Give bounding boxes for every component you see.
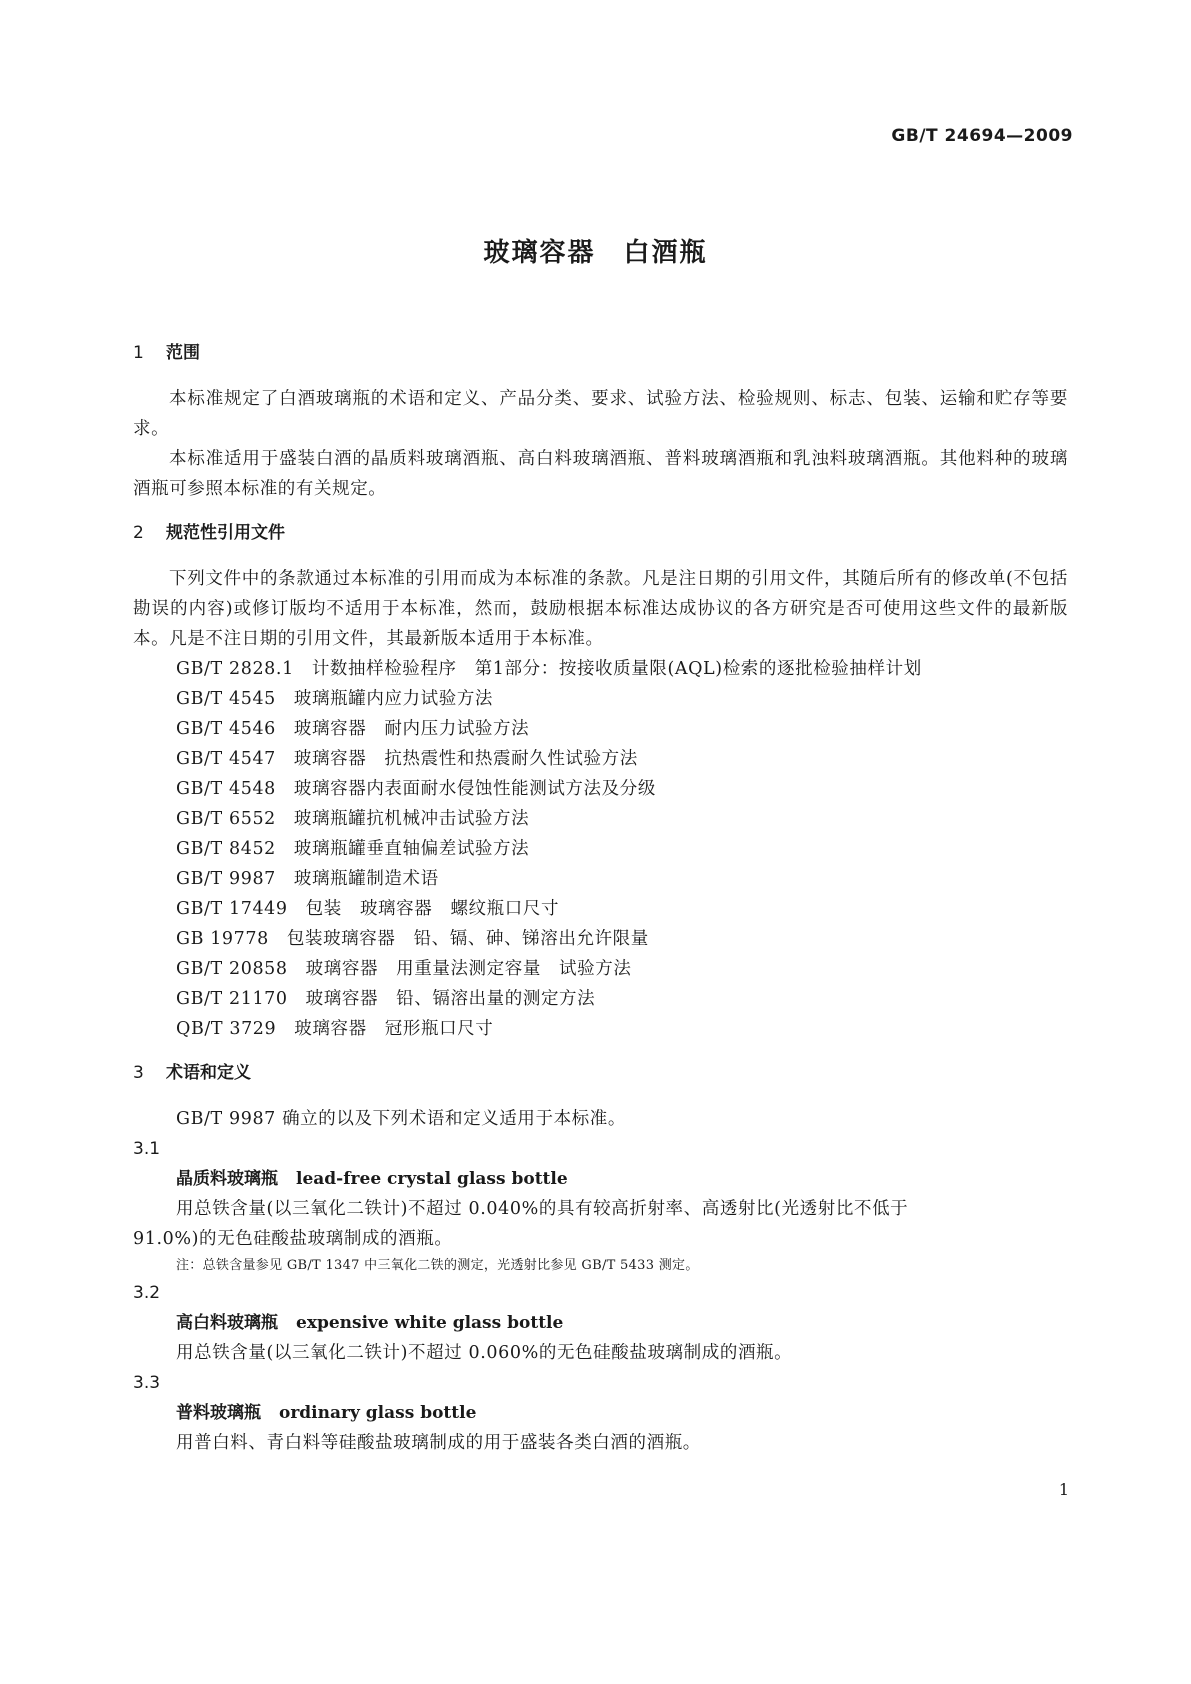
reference-title: 玻璃容器内表面耐水侵蚀性能测试方法及分级 bbox=[293, 779, 656, 799]
term-name-en: lead-free crystal glass bottle bbox=[296, 1169, 568, 1189]
section-number: 2 bbox=[133, 523, 144, 543]
reference-title: 玻璃容器 用重量法测定容量 试验方法 bbox=[305, 959, 632, 979]
reference-title: 计数抽样检验程序 第1部分：按接收质量限(AQL)检索的逐批检验抽样计划 bbox=[311, 659, 922, 679]
reference-title: 包装玻璃容器 铅、镉、砷、锑溶出允许限量 bbox=[286, 929, 649, 949]
reference-item bbox=[176, 954, 1068, 984]
term-name-cn: 普料玻璃瓶 bbox=[176, 1403, 261, 1423]
term-number: 3.2 bbox=[133, 1283, 161, 1303]
reference-title: 玻璃容器 冠形瓶口尺寸 bbox=[294, 1019, 494, 1039]
term-name bbox=[176, 1164, 1068, 1194]
reference-item bbox=[176, 714, 1068, 744]
term-name bbox=[176, 1398, 1068, 1428]
reference-title: 包装 玻璃容器 螺纹瓶口尺寸 bbox=[305, 899, 560, 919]
paragraph: 本标准适用于盛装白酒的晶质料玻璃酒瓶、高白料玻璃酒瓶、普料玻璃酒瓶和乳浊料玻璃酒瓶。其他料种的玻璃酒瓶可参照本标准的有关规定。 bbox=[133, 449, 1068, 499]
term-definition-continued: 91.0%)的无色硅酸盐玻璃制成的酒瓶。 bbox=[133, 1229, 453, 1249]
reference-title: 玻璃瓶罐垂直轴偏差试验方法 bbox=[293, 839, 530, 859]
reference-item bbox=[176, 894, 1068, 924]
term-name-cn: 高白料玻璃瓶 bbox=[176, 1313, 278, 1333]
reference-item bbox=[176, 864, 1068, 894]
reference-code: GB/T 4545 bbox=[176, 689, 276, 709]
term-name-cn: 晶质料玻璃瓶 bbox=[176, 1169, 278, 1189]
reference-title: 玻璃瓶罐内应力试验方法 bbox=[293, 689, 494, 709]
section-title: 规范性引用文件 bbox=[166, 523, 285, 543]
document-body bbox=[133, 340, 1068, 1458]
reference-item bbox=[176, 654, 1068, 684]
section-number: 3 bbox=[133, 1063, 144, 1083]
section-1-heading bbox=[133, 340, 1068, 366]
reference-code: GB/T 4548 bbox=[176, 779, 276, 799]
paragraph: 本标准规定了白酒玻璃瓶的术语和定义、产品分类、要求、试验方法、检验规则、标志、包装、运输和贮存等要求。 bbox=[133, 389, 1068, 439]
reference-item bbox=[176, 804, 1068, 834]
reference-code: GB/T 4546 bbox=[176, 719, 276, 739]
reference-title: 玻璃容器 抗热震性和热震耐久性试验方法 bbox=[293, 749, 638, 769]
reference-title: 玻璃容器 耐内压力试验方法 bbox=[293, 719, 530, 739]
reference-item bbox=[176, 774, 1068, 804]
term-note: 注：总铁含量参见 GB/T 1347 中三氧化二铁的测定，光透射比参见 GB/T 5433 测定。 bbox=[176, 1258, 699, 1273]
reference-code: QB/T 3729 bbox=[176, 1019, 277, 1039]
standard-code: GB/T 24694—2009 bbox=[891, 126, 1073, 146]
section-number: 1 bbox=[133, 343, 144, 363]
section-3-heading bbox=[133, 1060, 1068, 1086]
paragraph: 下列文件中的条款通过本标准的引用而成为本标准的条款。凡是注日期的引用文件，其随后所有的修改单(不包括勘误的内容)或修订版均不适用于本标准，然而，鼓励根据本标准达成协议的各方研究是否可使用这些文件的最新版本。凡是不注日期的引用文件，其最新版本适用于本标准。 bbox=[133, 569, 1068, 649]
term-number: 3.3 bbox=[133, 1373, 161, 1393]
section-title: 术语和定义 bbox=[166, 1063, 251, 1083]
reference-item bbox=[176, 1014, 1068, 1044]
term-number: 3.1 bbox=[133, 1139, 161, 1159]
reference-code: GB 19778 bbox=[176, 929, 269, 949]
document-title: 玻璃容器 白酒瓶 bbox=[483, 238, 708, 268]
reference-item bbox=[176, 684, 1068, 714]
section-title: 范围 bbox=[166, 343, 200, 363]
term-definition: 用总铁含量(以三氧化二铁计)不超过 0.040%的具有较高折射率、高透射比(光透射比不低于 bbox=[176, 1199, 909, 1219]
term-name bbox=[176, 1308, 1068, 1338]
reference-title: 玻璃瓶罐制造术语 bbox=[293, 869, 439, 889]
reference-code: GB/T 4547 bbox=[176, 749, 276, 769]
reference-code: GB/T 6552 bbox=[176, 809, 276, 829]
reference-item bbox=[176, 984, 1068, 1014]
reference-list bbox=[176, 654, 1068, 1044]
reference-code: GB/T 9987 bbox=[176, 869, 276, 889]
paragraph: GB/T 9987 确立的以及下列术语和定义适用于本标准。 bbox=[176, 1109, 626, 1129]
section-2-heading bbox=[133, 520, 1068, 546]
page-number: 1 bbox=[1058, 1480, 1069, 1499]
reference-code: GB/T 21170 bbox=[176, 989, 288, 1009]
reference-item bbox=[176, 834, 1068, 864]
term-name-en: ordinary glass bottle bbox=[279, 1403, 477, 1423]
reference-item bbox=[176, 924, 1068, 954]
reference-code: GB/T 17449 bbox=[176, 899, 288, 919]
term-definition: 用总铁含量(以三氧化二铁计)不超过 0.060%的无色硅酸盐玻璃制成的酒瓶。 bbox=[176, 1343, 793, 1363]
reference-title: 玻璃容器 铅、镉溶出量的测定方法 bbox=[305, 989, 596, 1009]
reference-code: GB/T 8452 bbox=[176, 839, 276, 859]
reference-item bbox=[176, 744, 1068, 774]
term-definition: 用普白料、青白料等硅酸盐玻璃制成的用于盛装各类白酒的酒瓶。 bbox=[176, 1433, 701, 1453]
reference-code: GB/T 20858 bbox=[176, 959, 288, 979]
reference-title: 玻璃瓶罐抗机械冲击试验方法 bbox=[293, 809, 530, 829]
reference-code: GB/T 2828.1 bbox=[176, 659, 294, 679]
term-name-en: expensive white glass bottle bbox=[296, 1313, 564, 1333]
